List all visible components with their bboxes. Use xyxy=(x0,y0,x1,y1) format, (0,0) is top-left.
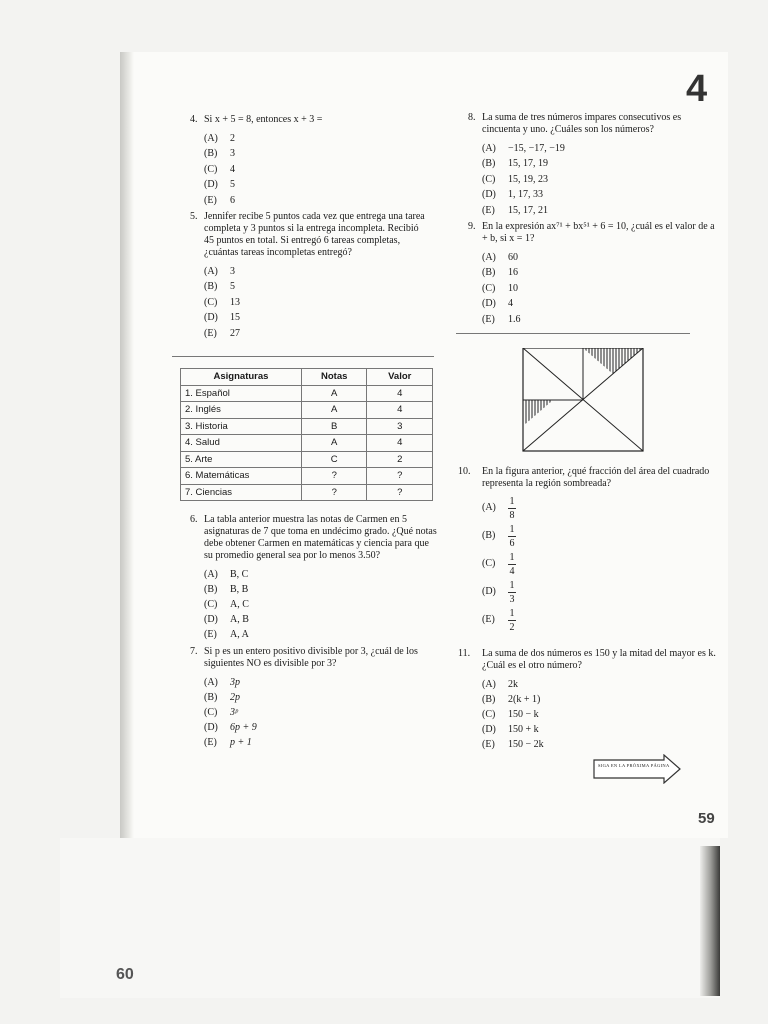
option[interactable] xyxy=(482,172,696,188)
question-stem: Si p es un entero positivo divisible por 3, ¿cuál de los siguientes NO es divisible por 3? xyxy=(204,646,418,669)
question-4 xyxy=(190,114,420,209)
option-letter: (E) xyxy=(204,327,217,339)
table-cell: ? xyxy=(301,468,367,485)
option[interactable] xyxy=(204,193,420,209)
option[interactable] xyxy=(204,705,442,720)
option[interactable] xyxy=(482,297,720,313)
table-cell: ? xyxy=(301,484,367,501)
option[interactable] xyxy=(204,131,420,147)
shaded-region xyxy=(583,348,643,374)
option-text: −15, −17, −19 xyxy=(508,142,565,154)
table-cell: ? xyxy=(367,484,433,501)
next-page-sheet xyxy=(60,838,720,998)
option-letter: (B) xyxy=(482,158,496,170)
question-5 xyxy=(190,211,430,342)
question-stem: Si x + 5 = 8, entonces x + 3 = xyxy=(204,114,323,125)
option[interactable] xyxy=(482,522,720,550)
option-letter: (E) xyxy=(204,194,217,206)
option[interactable] xyxy=(482,188,696,204)
question-stem: Jennifer recibe 5 puntos cada vez que entrega una tarea completa y 3 puntos si la entrega incompleta. Recibió 45 puntos en total. Si entregó 6 tareas completas, ¿cuántas tareas incompletas entregó? xyxy=(204,211,425,258)
option[interactable] xyxy=(204,627,440,642)
option[interactable] xyxy=(204,597,440,612)
table-row xyxy=(181,468,433,485)
table-cell: 2. Inglés xyxy=(181,402,302,419)
option-text: 27 xyxy=(230,327,240,339)
options xyxy=(204,264,430,342)
option-letter: (D) xyxy=(204,613,218,625)
option[interactable] xyxy=(204,295,430,311)
table-row xyxy=(181,451,433,468)
option[interactable] xyxy=(482,578,720,606)
column-header: Valor xyxy=(367,369,433,386)
grades-table xyxy=(180,368,433,501)
section-number: 4 xyxy=(686,68,708,110)
option[interactable] xyxy=(204,582,440,597)
option-text: 150 − 2k xyxy=(508,738,544,750)
option-text: B, C xyxy=(230,568,249,580)
option-letter: (A) xyxy=(482,678,496,690)
table-cell: 6. Matemáticas xyxy=(181,468,302,485)
option-text: 2 xyxy=(230,132,235,144)
table-cell: 2 xyxy=(367,451,433,468)
question-7 xyxy=(190,646,442,750)
option[interactable] xyxy=(204,147,420,163)
option-text: 3 xyxy=(230,265,235,277)
table-cell: C xyxy=(301,451,367,468)
option-text: 13 xyxy=(230,296,240,308)
option-text: 4 xyxy=(508,298,513,310)
arrow-right-icon xyxy=(592,754,682,784)
fraction xyxy=(508,608,516,633)
next-page-number: 60 xyxy=(116,966,134,983)
fraction xyxy=(508,496,516,521)
question-stem: En la expresión ax⁷¹ + bx⁵¹ + 6 = 10, ¿cuál es el valor de a + b, si x = 1? xyxy=(482,221,715,244)
option[interactable] xyxy=(204,567,440,582)
option-letter: (A) xyxy=(204,676,218,688)
options xyxy=(204,675,442,750)
page-number: 59 xyxy=(698,810,715,827)
option-letter: (C) xyxy=(482,708,496,720)
denominator: 8 xyxy=(509,509,515,521)
option[interactable] xyxy=(204,735,442,750)
option[interactable] xyxy=(482,692,720,707)
option-letter: (C) xyxy=(204,163,218,175)
option[interactable] xyxy=(482,250,720,266)
denominator: 3 xyxy=(509,593,515,605)
option[interactable] xyxy=(482,550,720,578)
table-row xyxy=(181,385,433,402)
numerator: 1 xyxy=(509,523,515,535)
question-8 xyxy=(468,112,696,219)
option[interactable] xyxy=(204,311,430,327)
table-cell: 3. Historia xyxy=(181,418,302,435)
option-letter: (D) xyxy=(204,721,218,733)
option-text: 15, 19, 23 xyxy=(508,173,548,185)
divider xyxy=(456,333,690,334)
table-cell: A xyxy=(301,435,367,452)
page-spine xyxy=(120,52,134,838)
option-text: 16 xyxy=(508,267,518,279)
question-stem: En la figura anterior, ¿qué fracción del área del cuadrado representa la región sombreada? xyxy=(482,466,710,489)
table-cell: 4 xyxy=(367,435,433,452)
table-row xyxy=(181,402,433,419)
option[interactable] xyxy=(482,157,696,173)
question-11 xyxy=(458,648,720,752)
option-letter: (E) xyxy=(482,204,495,216)
option-letter: (D) xyxy=(482,586,496,597)
option-letter: (A) xyxy=(204,265,218,277)
option-text: 1, 17, 33 xyxy=(508,189,543,201)
option-text: p + 1 xyxy=(230,736,252,748)
option-letter: (D) xyxy=(204,312,218,324)
question-stem: La tabla anterior muestra las notas de Carmen en 5 asignaturas de 7 que toma en undécimo grado. ¿Qué notas debe obtener Carmen en matemáticas y ciencia para que su promedio general sea por lo menos 3.50? xyxy=(204,514,437,561)
fraction xyxy=(508,552,516,577)
option-text: 5 xyxy=(230,179,235,191)
option-letter: (B) xyxy=(204,583,218,595)
option-letter: (E) xyxy=(204,628,217,640)
denominator: 4 xyxy=(509,565,515,577)
option-letter: (B) xyxy=(204,148,218,160)
column-header: Notas xyxy=(301,369,367,386)
option-text: A, B xyxy=(230,613,249,625)
table-cell: B xyxy=(301,418,367,435)
option[interactable] xyxy=(482,141,696,157)
option-letter: (B) xyxy=(482,530,496,541)
option-letter: (D) xyxy=(482,723,496,735)
option-text: 60 xyxy=(508,251,518,263)
option-letter: (D) xyxy=(482,298,496,310)
option-text: A, A xyxy=(230,628,249,640)
option-letter: (C) xyxy=(204,598,218,610)
numerator: 1 xyxy=(509,495,515,507)
question-number: 6. xyxy=(190,514,198,525)
option[interactable] xyxy=(482,722,720,737)
question-number: 10. xyxy=(458,466,471,477)
table-row xyxy=(181,435,433,452)
table-cell: 1. Español xyxy=(181,385,302,402)
option-letter: (B) xyxy=(482,267,496,279)
table-cell: ? xyxy=(367,468,433,485)
option-letter: (E) xyxy=(482,614,495,625)
option-letter: (D) xyxy=(482,189,496,201)
option-letter: (A) xyxy=(482,502,496,513)
next-page-label: SIGA EN LA PRÓXIMA PÁGINA xyxy=(598,763,670,768)
option-text: 5 xyxy=(230,281,235,293)
option-letter: (C) xyxy=(482,558,496,569)
numerator: 1 xyxy=(509,551,515,563)
option[interactable] xyxy=(482,737,720,752)
table-cell: A xyxy=(301,402,367,419)
table-cell: 4. Salud xyxy=(181,435,302,452)
option[interactable] xyxy=(482,707,720,722)
question-stem: La suma de tres números impares consecutivos es cincuenta y uno. ¿Cuáles son los números? xyxy=(482,112,682,135)
shaded-region xyxy=(523,400,553,426)
option-text: 150 + k xyxy=(508,723,539,735)
option-letter: (E) xyxy=(482,738,495,750)
question-9 xyxy=(468,221,720,328)
option-text: 15, 17, 19 xyxy=(508,158,548,170)
option[interactable] xyxy=(482,203,696,219)
question-10 xyxy=(458,466,720,634)
table-cell: 7. Ciencias xyxy=(181,484,302,501)
option-letter: (A) xyxy=(482,142,496,154)
option-text: B, B xyxy=(230,583,249,595)
option-letter: (E) xyxy=(482,313,495,325)
option-text: 4 xyxy=(230,163,235,175)
option[interactable] xyxy=(204,280,430,296)
fraction xyxy=(508,580,516,605)
option[interactable] xyxy=(204,690,442,705)
question-number: 7. xyxy=(190,646,198,657)
divider xyxy=(172,356,434,357)
option[interactable] xyxy=(482,677,720,692)
option[interactable] xyxy=(204,612,440,627)
shaded-square-figure xyxy=(522,348,644,452)
option[interactable] xyxy=(204,264,430,280)
option-letter: (A) xyxy=(204,132,218,144)
option[interactable] xyxy=(482,266,720,282)
option[interactable] xyxy=(204,720,442,735)
options xyxy=(482,494,720,634)
option-letter: (C) xyxy=(204,296,218,308)
option[interactable] xyxy=(482,312,720,328)
option-letter: (D) xyxy=(204,179,218,191)
options xyxy=(204,131,420,209)
option-text: 10 xyxy=(508,282,518,294)
option-letter: (A) xyxy=(482,251,496,263)
option-letter: (B) xyxy=(204,281,218,293)
table-cell: 4 xyxy=(367,402,433,419)
column-header: Asignaturas xyxy=(181,369,302,386)
options xyxy=(482,141,696,219)
fraction xyxy=(508,524,516,549)
question-number: 5. xyxy=(190,211,198,222)
table-cell: 4 xyxy=(367,385,433,402)
question-number: 11. xyxy=(458,648,471,659)
option-text: 3p xyxy=(230,676,240,688)
next-page-spine xyxy=(700,846,720,996)
table-cell: 5. Arte xyxy=(181,451,302,468)
option-text: 3ᵖ xyxy=(230,706,238,718)
options xyxy=(204,567,440,642)
option-letter: (C) xyxy=(482,282,496,294)
option-text: 3 xyxy=(230,148,235,160)
option-text: 15 xyxy=(230,312,240,324)
question-number: 4. xyxy=(190,114,198,125)
option-letter: (E) xyxy=(204,736,217,748)
option-text: 2p xyxy=(230,691,240,703)
option[interactable] xyxy=(204,162,420,178)
option[interactable] xyxy=(204,326,430,342)
question-stem: La suma de dos números es 150 y la mitad del mayor es k. ¿Cuál es el otro número? xyxy=(482,648,716,671)
option-letter: (B) xyxy=(204,691,218,703)
option-text: 150 − k xyxy=(508,708,539,720)
option-text: 15, 17, 21 xyxy=(508,204,548,216)
numerator: 1 xyxy=(509,607,515,619)
table-header-row xyxy=(181,369,433,386)
question-6 xyxy=(190,514,440,642)
table-row xyxy=(181,418,433,435)
option-text: 2(k + 1) xyxy=(508,693,541,705)
option[interactable] xyxy=(482,281,720,297)
option-letter: (B) xyxy=(482,693,496,705)
denominator: 2 xyxy=(509,621,515,633)
option-text: 1.6 xyxy=(508,313,521,325)
option-letter: (A) xyxy=(204,568,218,580)
option-letter: (C) xyxy=(204,706,218,718)
option-letter: (C) xyxy=(482,173,496,185)
table-cell: 3 xyxy=(367,418,433,435)
next-page-arrow-button[interactable] xyxy=(592,754,682,784)
option-text: 6p + 9 xyxy=(230,721,257,733)
table-cell: A xyxy=(301,385,367,402)
question-number: 8. xyxy=(468,112,476,123)
options xyxy=(482,250,720,328)
denominator: 6 xyxy=(509,537,515,549)
option-text: A, C xyxy=(230,598,249,610)
options xyxy=(482,677,720,752)
option[interactable] xyxy=(482,606,720,634)
option-text: 2k xyxy=(508,678,518,690)
question-number: 9. xyxy=(468,221,476,232)
option[interactable] xyxy=(204,178,420,194)
option-text: 6 xyxy=(230,194,235,206)
option[interactable] xyxy=(204,675,442,690)
option[interactable] xyxy=(482,494,720,522)
table-row xyxy=(181,484,433,501)
numerator: 1 xyxy=(509,579,515,591)
